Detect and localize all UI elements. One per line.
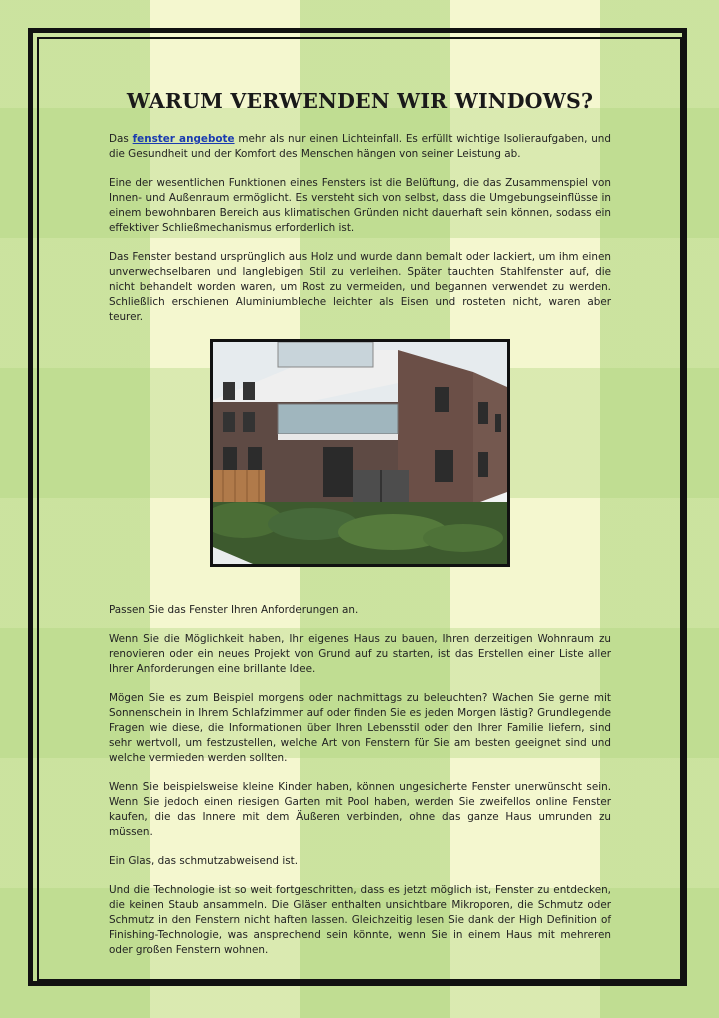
paragraph-lifestyle: Mögen Sie es zum Beispiel morgens oder nachmittags zu beleuchten? Wachen Sie gerne mit Sonnenschein in Ihrem Schlafzimmer auf oder finden Sie es jeden Morgen lästig? Grundlegende Fragen wie diese, die Informationen über Ihren Lebensstil oder den Ihrer Familie liefern, sind sehr wertvoll, um festzustellen, welche Art von Fenstern für Sie am besten geeignet sind und welche vermieden werden sollten. bbox=[109, 692, 611, 764]
article bbox=[109, 88, 611, 972]
intro-paragraph bbox=[109, 132, 611, 162]
paragraph-children-garden: Wenn Sie beispielsweise kleine Kinder haben, können ungesicherte Fenster unerwünscht sein. Wenn Sie jedoch einen riesigen Garten mit Pool haben, werden Sie zweifellos online Fenster kaufen, die das Innere mit dem Äußeren verbinden, ohne das ganze Haus umrunden zu müssen. bbox=[109, 781, 611, 838]
paragraph-technology: Und die Technologie ist so weit fortgeschritten, dass es jetzt möglich ist, Fenster zu entdecken, die keinen Staub ansammeln. Die Gläser enthalten unsichtbare Mikroporen, die Schmutz oder Schmutz in den Fenstern nicht haften lassen. Gleichzeitig lesen Sie dank der High Definition of Finishing-Technologie, was ansprechend sein könnte, wenn Sie in einem Haus mit mehreren oder großen Fenstern wohnen. bbox=[109, 884, 611, 956]
paragraph-requirements: Wenn Sie die Möglichkeit haben, Ihr eigenes Haus zu bauen, Ihren derzeitigen Wohnraum zu renovieren oder ein neues Projekt von Grund auf zu starten, ist das Erstellen einer Liste aller Ihrer Anforderungen eine brillante Idee. bbox=[109, 633, 611, 675]
building-photo bbox=[210, 339, 510, 567]
page-title: WARUM VERWENDEN WIR WINDOWS? bbox=[126, 89, 594, 113]
intro-after: mehr als nur einen Lichteinfall. Es erfüllt wichtige Isolieraufgaben, und die Gesundheit und der Komfort des Menschen hängen von seiner Leistung ab. bbox=[109, 133, 611, 160]
paragraph-adapt-heading: Passen Sie das Fenster Ihren Anforderungen an. bbox=[109, 604, 359, 616]
paragraph-history: Das Fenster bestand ursprünglich aus Holz und wurde dann bemalt oder lackiert, um ihm einen unverwechselbaren und langlebigen Stil zu verleihen. Später tauchten Stahlfenster auf, die nicht behandelt worden waren, um Rost zu vermeiden, und begannen verwendet zu werden. Schließlich erschienen Aluminiumbleche leichter als Eisen und rosteten nicht, waren aber teurer. bbox=[109, 251, 611, 323]
fenster-angebote-link[interactable]: fenster angebote bbox=[132, 133, 235, 145]
paragraph-ventilation: Eine der wesentlichen Funktionen eines Fensters ist die Belüftung, die das Zusammenspiel von Innen- und Außenraum ermöglicht. Es versteht sich von selbst, dass die Umgebungseinflüsse in einem bewohnbaren Bereich aus klimatischen Gründen nicht dauerhaft sein können, sodass ein effektiver Schließmechanismus erforderlich ist. bbox=[109, 177, 611, 234]
paragraph-glass-heading: Ein Glas, das schmutzabweisend ist. bbox=[109, 855, 298, 867]
intro-before: Das bbox=[109, 133, 129, 145]
